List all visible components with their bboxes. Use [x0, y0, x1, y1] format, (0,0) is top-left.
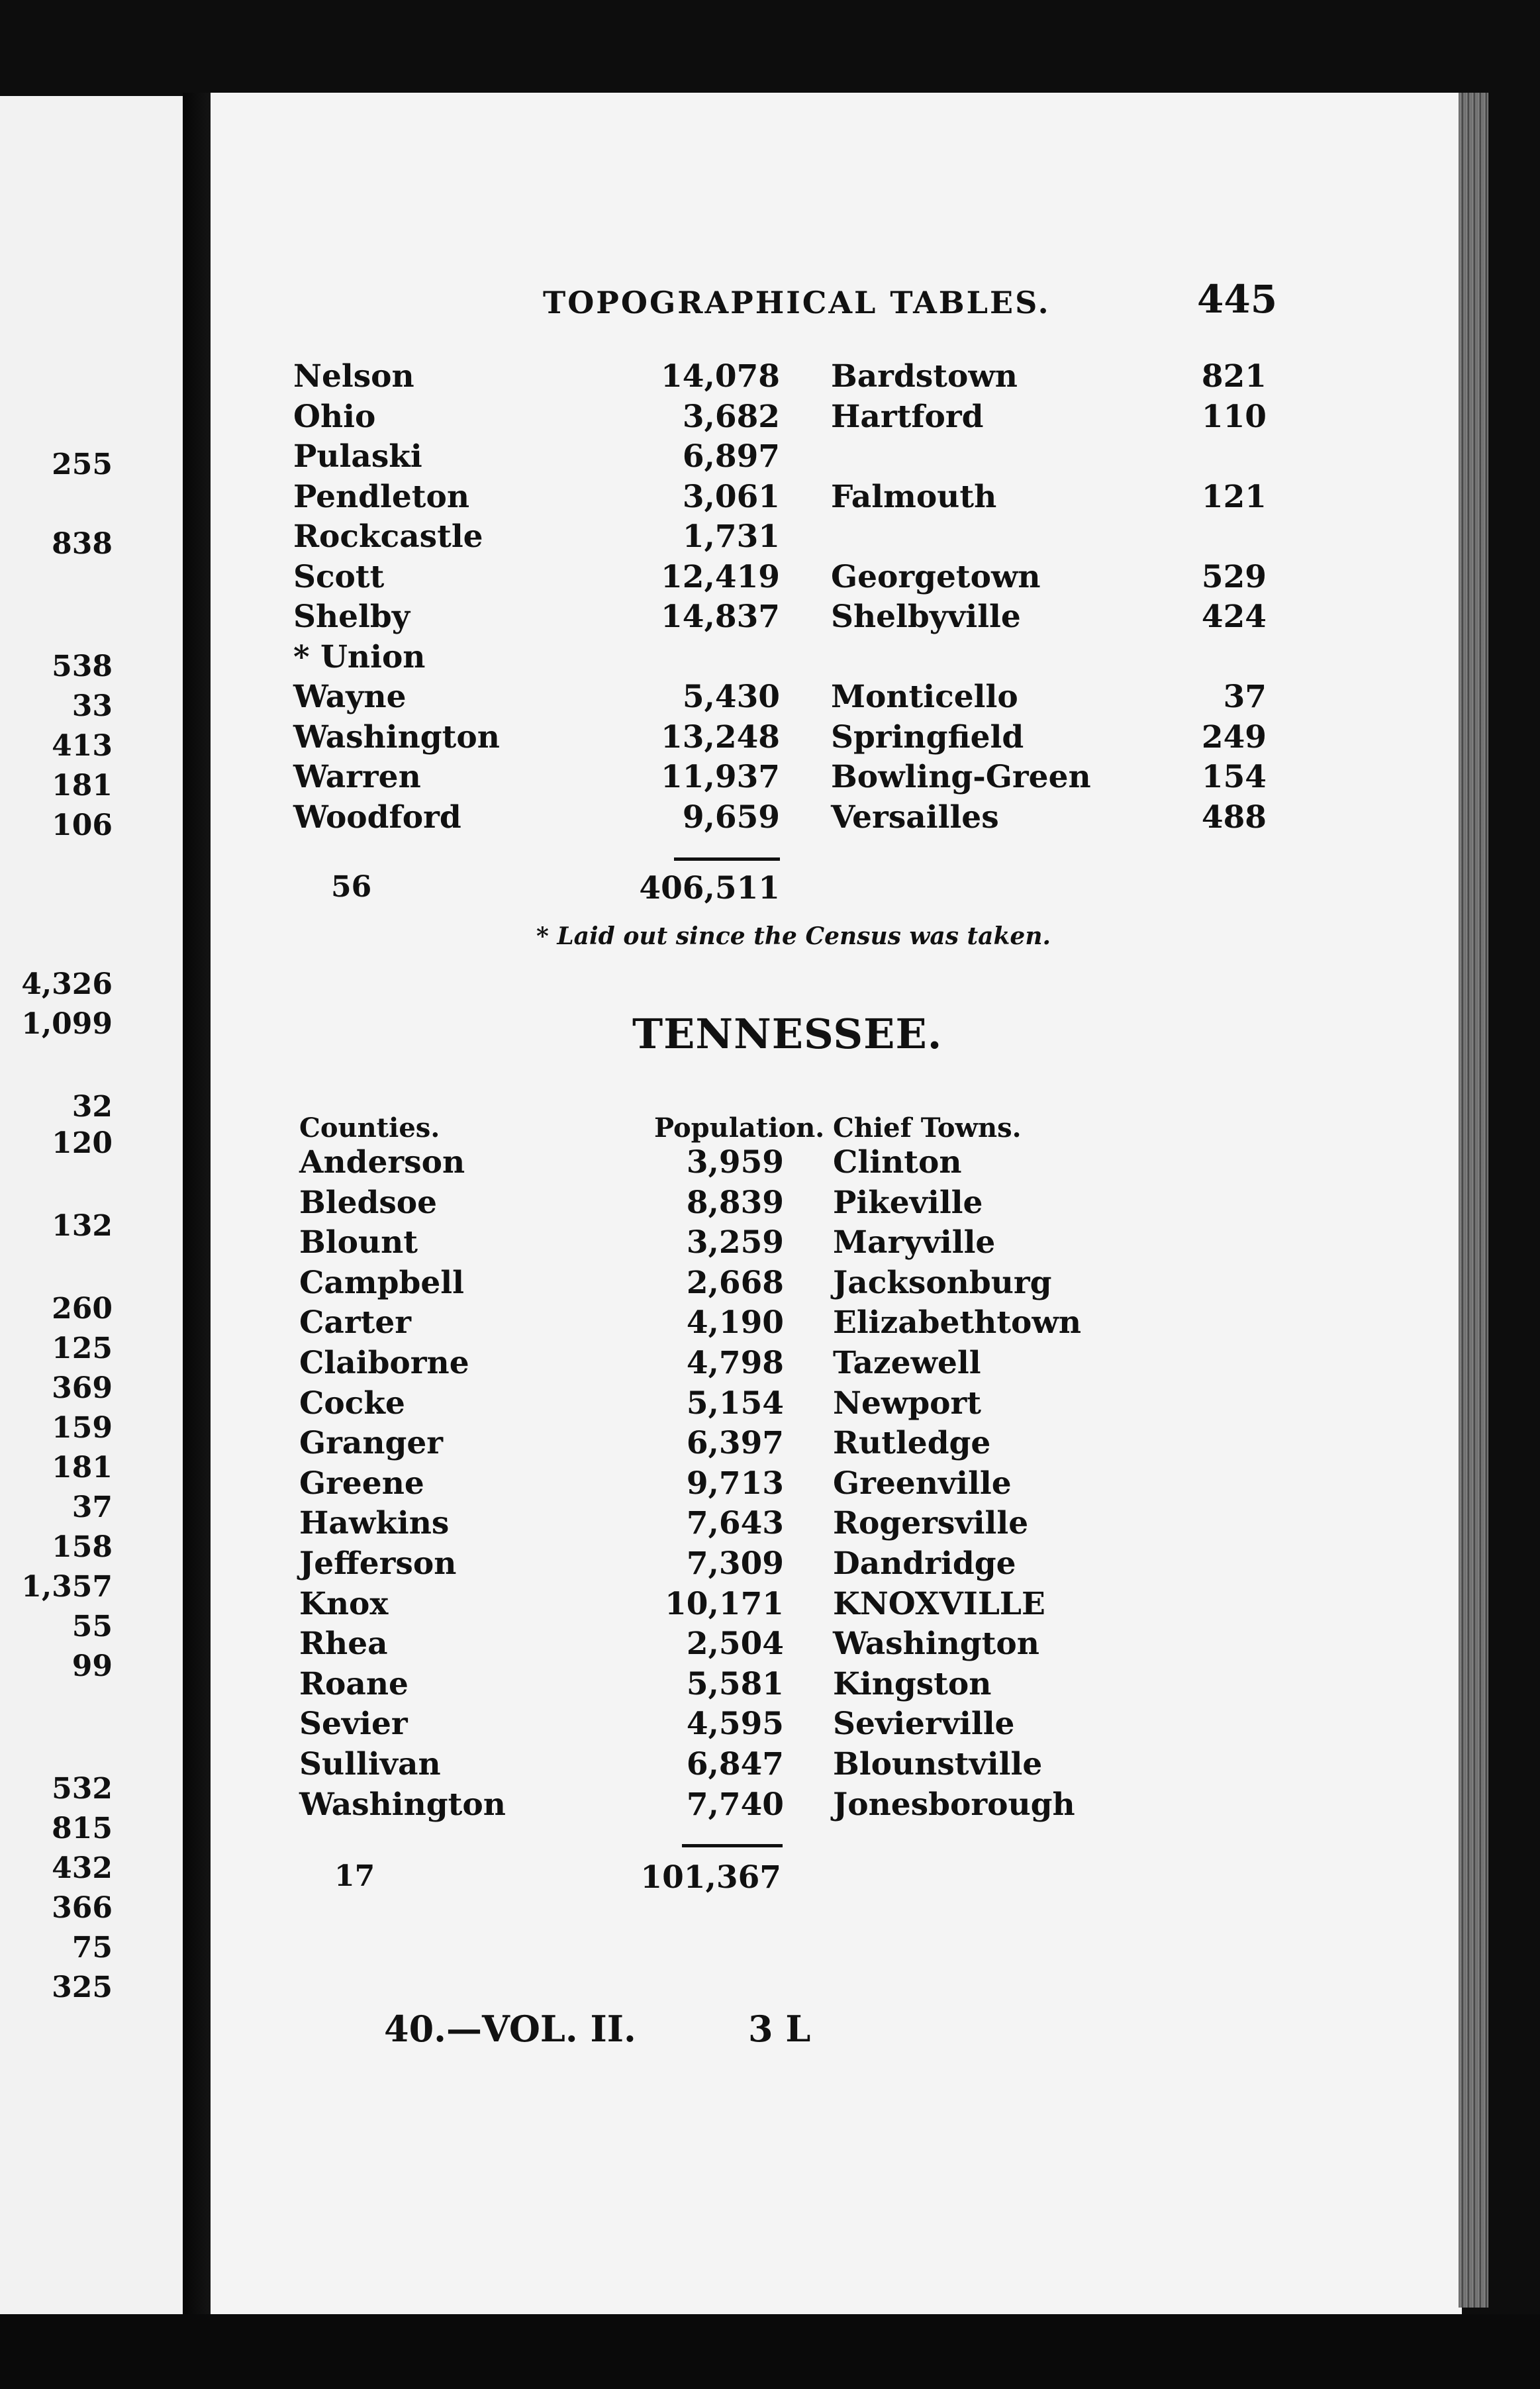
town-cell: Springfield	[831, 719, 1024, 756]
town-population-cell: 154	[1201, 759, 1267, 795]
sheet-mark: 3 L	[748, 2008, 811, 2050]
population-cell: 11,937	[661, 759, 780, 795]
county-cell: Claiborne	[299, 1345, 469, 1381]
left-page-number: 55	[72, 1610, 113, 1643]
county-cell: Pendleton	[293, 479, 470, 515]
left-page-number: 32	[72, 1090, 113, 1124]
population-cell: 13,248	[661, 719, 780, 756]
left-page-number: 1,357	[21, 1570, 113, 1604]
county-cell: Woodford	[293, 799, 461, 836]
left-page-number: 120	[52, 1126, 113, 1160]
town-cell: Newport	[833, 1385, 982, 1422]
county-cell: Sullivan	[299, 1746, 441, 1782]
population-cell: 4,190	[686, 1304, 784, 1341]
left-page-number: 413	[52, 729, 113, 763]
town-cell: Falmouth	[831, 479, 997, 515]
left-page-number: 432	[52, 1851, 113, 1885]
column-header-towns: Chief Towns.	[833, 1112, 1022, 1144]
left-page-number: 4,326	[21, 967, 113, 1001]
county-cell: Rockcastle	[293, 518, 483, 555]
population-cell: 7,643	[686, 1505, 784, 1541]
town-cell: Bowling-Green	[831, 759, 1091, 795]
kentucky-population-total: 406,511	[639, 870, 780, 906]
population-cell: 9,659	[682, 799, 780, 836]
population-cell: 9,713	[686, 1465, 784, 1502]
county-cell: Shelby	[293, 599, 410, 635]
town-cell: Washington	[833, 1626, 1039, 1662]
tennessee-population-total: 101,367	[640, 1859, 781, 1896]
population-cell: 8,839	[686, 1185, 784, 1221]
population-cell: 5,430	[682, 679, 780, 715]
county-cell: Bledsoe	[299, 1185, 438, 1221]
left-page-number: 181	[52, 1451, 113, 1485]
population-cell: 14,837	[661, 599, 780, 635]
county-cell: Nelson	[293, 358, 414, 395]
town-cell: Sevierville	[833, 1706, 1015, 1742]
population-cell: 7,740	[686, 1786, 784, 1823]
running-title: TOPOGRAPHICAL TABLES.	[543, 285, 1051, 320]
town-population-cell: 529	[1201, 559, 1267, 595]
town-population-cell: 821	[1201, 358, 1267, 395]
population-cell: 5,154	[686, 1385, 784, 1422]
town-cell: Greenville	[833, 1465, 1012, 1502]
county-cell: Pulaski	[293, 438, 422, 475]
left-page-number: 37	[72, 1490, 113, 1524]
sum-rule	[682, 1844, 783, 1847]
town-population-cell: 249	[1201, 719, 1267, 756]
county-cell: Roane	[299, 1666, 409, 1702]
town-cell: KNOXVILLE	[833, 1586, 1045, 1622]
population-cell: 2,668	[686, 1265, 784, 1301]
population-cell: 1,731	[682, 518, 780, 555]
town-cell: Jonesborough	[833, 1786, 1075, 1823]
town-cell: Blounstville	[833, 1746, 1043, 1782]
town-population-cell: 110	[1201, 399, 1267, 435]
county-cell: * Union	[293, 639, 426, 675]
county-cell: Sevier	[299, 1706, 408, 1742]
population-cell: 4,798	[686, 1345, 784, 1381]
left-page-number: 532	[52, 1772, 113, 1806]
left-page-number: 260	[52, 1292, 113, 1326]
left-page-number: 106	[52, 808, 113, 842]
population-cell: 6,897	[682, 438, 780, 475]
left-page-number: 33	[72, 689, 113, 723]
town-cell: Elizabethtown	[833, 1304, 1082, 1341]
population-cell: 5,581	[686, 1666, 784, 1702]
town-cell: Rutledge	[833, 1425, 991, 1461]
town-cell: Tazewell	[833, 1345, 981, 1381]
scan-background	[0, 2314, 1540, 2389]
town-population-cell: 424	[1201, 599, 1267, 635]
town-population-cell: 37	[1223, 679, 1267, 715]
left-page-number: 99	[72, 1649, 113, 1683]
town-cell: Kingston	[833, 1666, 992, 1702]
kentucky-county-count: 56	[331, 870, 372, 904]
left-page-number: 369	[52, 1371, 113, 1405]
town-cell: Monticello	[831, 679, 1018, 715]
left-page-number: 815	[52, 1812, 113, 1845]
county-cell: Rhea	[299, 1626, 388, 1662]
county-cell: Warren	[293, 759, 421, 795]
county-cell: Greene	[299, 1465, 424, 1502]
left-page-number: 255	[52, 448, 113, 481]
county-cell: Jefferson	[299, 1545, 457, 1582]
left-page-number: 159	[52, 1411, 113, 1445]
sum-rule	[674, 857, 780, 861]
left-page-number: 366	[52, 1891, 113, 1925]
town-cell: Maryville	[833, 1224, 996, 1261]
town-cell: Versailles	[831, 799, 999, 836]
county-cell: Cocke	[299, 1385, 405, 1422]
left-page-number: 125	[52, 1332, 113, 1365]
section-title: TENNESSEE.	[632, 1010, 943, 1058]
county-cell: Campbell	[299, 1265, 464, 1301]
county-cell: Wayne	[293, 679, 407, 715]
left-page-number: 75	[72, 1931, 113, 1965]
population-cell: 10,171	[665, 1586, 784, 1622]
population-cell: 2,504	[686, 1626, 784, 1662]
left-page-number: 325	[52, 1971, 113, 2004]
tennessee-county-count: 17	[334, 1859, 375, 1893]
column-header-counties: Counties.	[299, 1112, 440, 1144]
left-page-number: 1,099	[21, 1007, 113, 1041]
page-edges	[1459, 93, 1488, 2308]
population-cell: 6,397	[686, 1425, 784, 1461]
town-population-cell: 488	[1201, 799, 1267, 836]
population-cell: 6,847	[686, 1746, 784, 1782]
population-cell: 3,959	[686, 1144, 784, 1181]
county-cell: Blount	[299, 1224, 418, 1261]
town-population-cell: 121	[1201, 479, 1267, 515]
town-cell: Georgetown	[831, 559, 1041, 595]
county-cell: Hawkins	[299, 1505, 450, 1541]
footnote: * Laid out since the Census was taken.	[536, 922, 1051, 950]
town-cell: Dandridge	[833, 1545, 1016, 1582]
population-cell: 3,259	[686, 1224, 784, 1261]
left-page-number: 132	[52, 1209, 113, 1243]
county-cell: Scott	[293, 559, 385, 595]
town-cell: Shelbyville	[831, 599, 1021, 635]
column-header-population: Population.	[654, 1112, 825, 1144]
population-cell: 14,078	[661, 358, 780, 395]
county-cell: Granger	[299, 1425, 444, 1461]
page-number: 445	[1197, 277, 1278, 322]
population-cell: 3,682	[682, 399, 780, 435]
population-cell: 3,061	[682, 479, 780, 515]
signature-mark: 40.—VOL. II.	[384, 2008, 636, 2050]
county-cell: Washington	[293, 719, 500, 756]
town-cell: Bardstown	[831, 358, 1018, 395]
town-cell: Hartford	[831, 399, 984, 435]
county-cell: Anderson	[299, 1144, 465, 1181]
county-cell: Washington	[299, 1786, 506, 1823]
left-page-number: 838	[52, 527, 113, 561]
population-cell: 7,309	[686, 1545, 784, 1582]
population-cell: 4,595	[686, 1706, 784, 1742]
town-cell: Jacksonburg	[833, 1265, 1052, 1301]
county-cell: Carter	[299, 1304, 411, 1341]
county-cell: Knox	[299, 1586, 389, 1622]
county-cell: Ohio	[293, 399, 376, 435]
town-cell: Clinton	[833, 1144, 962, 1181]
population-cell: 12,419	[661, 559, 780, 595]
left-page-number: 158	[52, 1530, 113, 1564]
left-page-number: 538	[52, 650, 113, 683]
town-cell: Pikeville	[833, 1185, 983, 1221]
left-page-number: 181	[52, 769, 113, 803]
town-cell: Rogersville	[833, 1505, 1029, 1541]
